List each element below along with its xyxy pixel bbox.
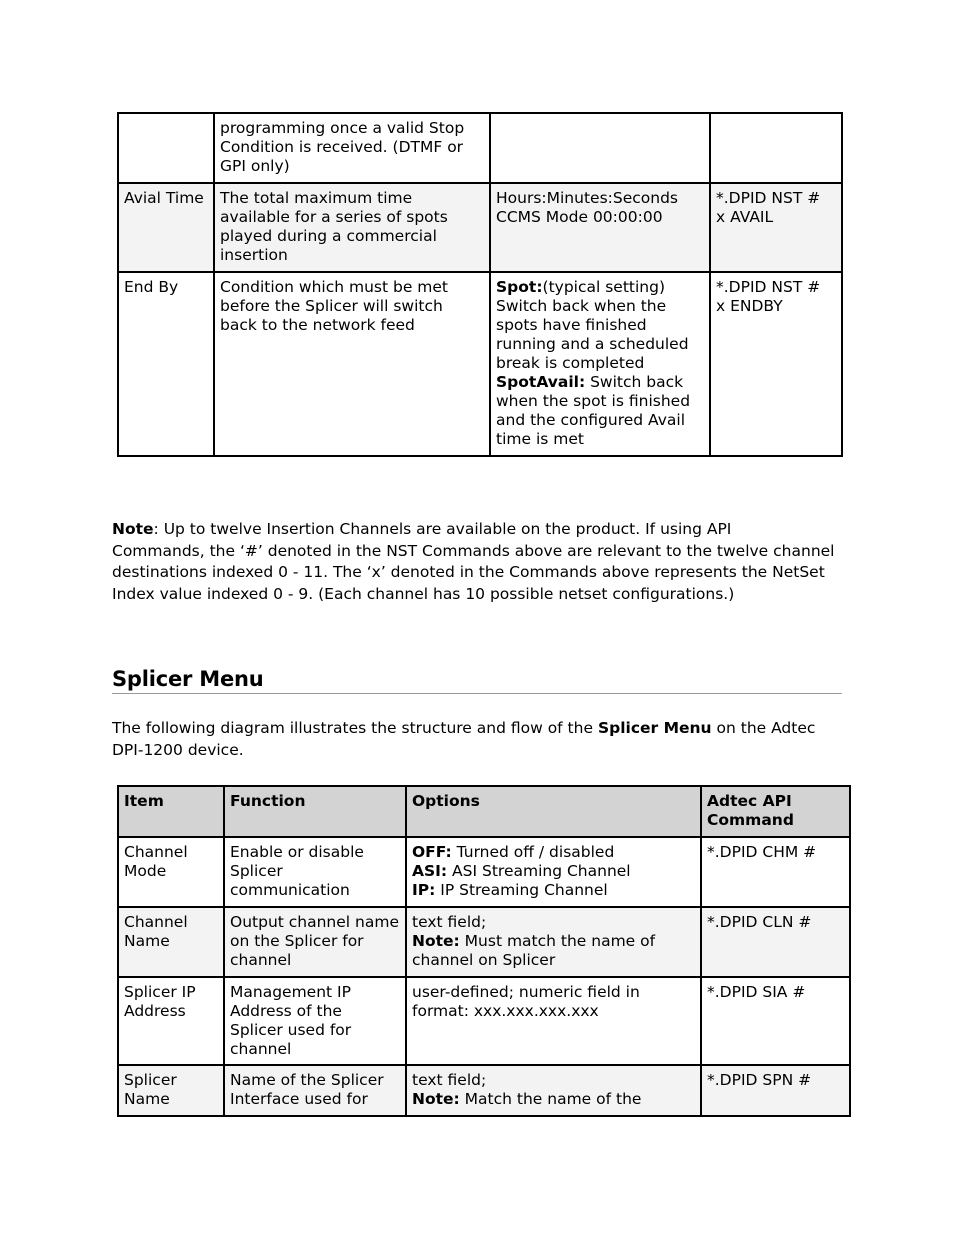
function-cell: Output channel name on the Splicer for channel	[224, 907, 406, 977]
function-cell: Name of the Splicer Interface used for	[224, 1065, 406, 1116]
section-heading: Splicer Menu	[112, 666, 842, 694]
command-cell: *.DPID NST # x AVAIL	[710, 183, 842, 272]
item-cell: End By	[118, 272, 214, 456]
function-cell: Condition which must be met before the Splicer will switch back to the network feed	[214, 272, 490, 456]
function-cell: Management IP Address of the Splicer used for channel	[224, 977, 406, 1065]
item-cell	[118, 113, 214, 183]
options-cell: user-defined; numeric field in format: xxx.xxx.xxx.xxx	[406, 977, 701, 1065]
options-cell	[490, 113, 710, 183]
header-item: Item	[118, 786, 224, 837]
item-cell: Channel Name	[118, 907, 224, 977]
options-cell: OFF: Turned off / disabled ASI: ASI Streaming Channel IP: IP Streaming Channel	[406, 837, 701, 907]
function-cell: programming once a valid Stop Condition is received. (DTMF or GPI only)	[214, 113, 490, 183]
item-cell: Splicer IP Address	[118, 977, 224, 1065]
table-row	[118, 1065, 850, 1116]
item-cell: Channel Mode	[118, 837, 224, 907]
table-header-row	[118, 786, 850, 837]
options-cell: Spot:(typical setting) Switch back when the spots have finished running and a scheduled break is completed SpotAvail: Switch back when the spot is finished and the configured Avail time is met	[490, 272, 710, 456]
intro-paragraph: The following diagram illustrates the structure and flow of the Splicer Menu on the Adtec DPI-1200 device.	[112, 719, 816, 759]
command-cell	[710, 113, 842, 183]
header-options: Options	[406, 786, 701, 837]
netset-table	[117, 112, 843, 457]
options-cell: text field; Note: Must match the name of channel on Splicer	[406, 907, 701, 977]
table-row	[118, 272, 842, 456]
table-row	[118, 907, 850, 977]
options-cell: Hours:Minutes:Seconds CCMS Mode 00:00:00	[490, 183, 710, 272]
command-cell: *.DPID CHM #	[701, 837, 850, 907]
options-cell: text field; Note: Match the name of the	[406, 1065, 701, 1116]
note-paragraph: Note: Up to twelve Insertion Channels are available on the product. If using API Commands, the ‘#’ denoted in the NST Commands above are relevant to the twelve channel destinations indexed 0 - 11. The ‘x’ denoted in the Commands above represents the NetSet Index value indexed 0 - 9. (Each channel has 10 possible netset configurations.)	[112, 520, 835, 603]
table-row	[118, 837, 850, 907]
function-cell: The total maximum time available for a series of spots played during a commercial insertion	[214, 183, 490, 272]
header-command: Adtec API Command	[701, 786, 850, 837]
item-cell: Splicer Name	[118, 1065, 224, 1116]
table-row	[118, 977, 850, 1065]
note-label: Note	[112, 520, 154, 538]
function-cell: Enable or disable Splicer communication	[224, 837, 406, 907]
command-cell: *.DPID SIA #	[701, 977, 850, 1065]
table-row	[118, 113, 842, 183]
command-cell: *.DPID NST # x ENDBY	[710, 272, 842, 456]
item-cell: Avial Time	[118, 183, 214, 272]
header-function: Function	[224, 786, 406, 837]
table-row	[118, 183, 842, 272]
command-cell: *.DPID CLN #	[701, 907, 850, 977]
command-cell: *.DPID SPN #	[701, 1065, 850, 1116]
splicer-menu-table	[117, 785, 851, 1117]
